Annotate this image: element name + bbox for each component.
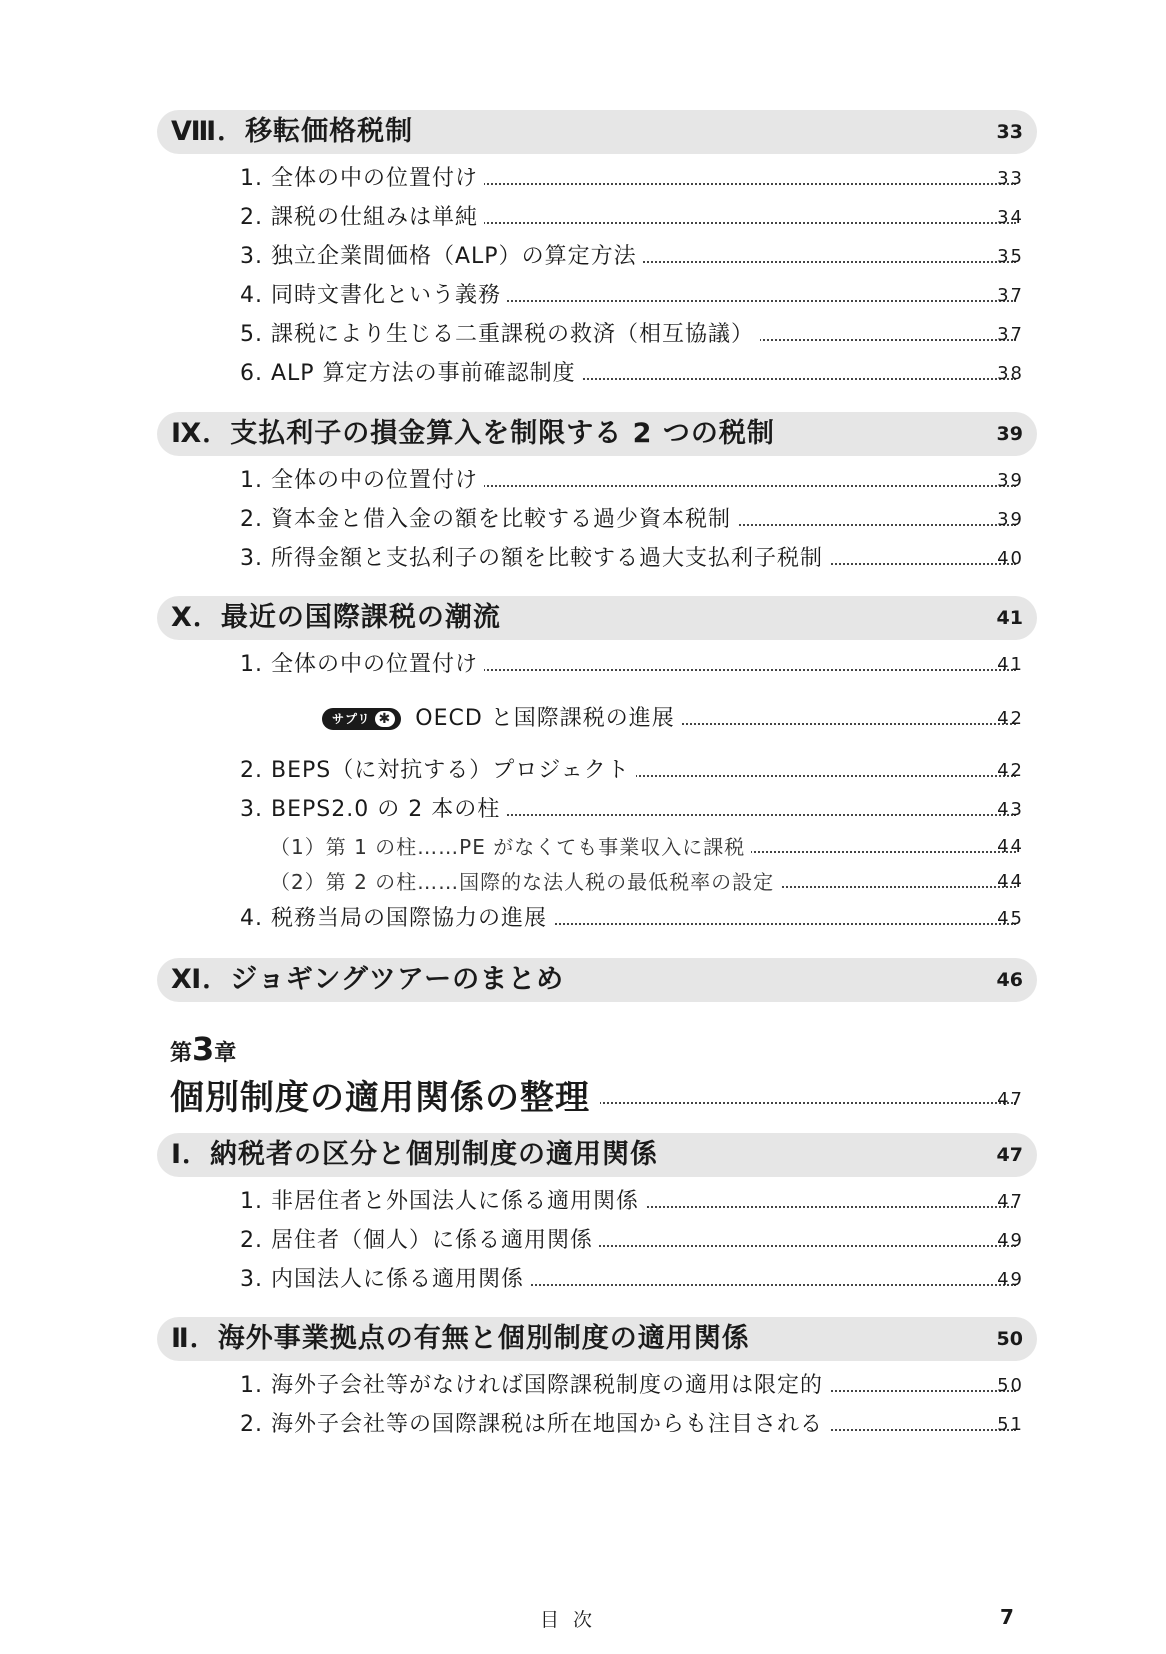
entry-page: 39 bbox=[997, 470, 1024, 491]
toc-entry[interactable] bbox=[0, 501, 1166, 539]
section-heading-10[interactable] bbox=[157, 596, 1037, 640]
section-page: 41 bbox=[996, 607, 1023, 629]
section-page: 33 bbox=[996, 121, 1023, 143]
toc-entry[interactable] bbox=[0, 277, 1166, 315]
toc-entry[interactable] bbox=[0, 1261, 1166, 1299]
entry-number: 2. bbox=[240, 507, 263, 532]
entry-page: 34 bbox=[997, 207, 1024, 228]
section-title: Ⅰ．納税者の区分と個別制度の適用関係 bbox=[171, 1139, 659, 1170]
section-page: 47 bbox=[996, 1144, 1023, 1166]
section-page: 39 bbox=[996, 423, 1023, 445]
toc-entry-supplement[interactable] bbox=[0, 700, 1166, 738]
entry-page: 44 bbox=[997, 836, 1024, 857]
toc-entry[interactable] bbox=[0, 355, 1166, 393]
chapter-section-heading-1[interactable] bbox=[157, 1133, 1037, 1177]
toc-entry[interactable] bbox=[0, 238, 1166, 276]
toc-entry[interactable] bbox=[0, 1367, 1166, 1405]
section-title: Ⅺ．ジョギングツアーのまとめ bbox=[171, 964, 565, 995]
chapter-page: 47 bbox=[997, 1089, 1024, 1110]
toc-entry[interactable] bbox=[0, 1406, 1166, 1444]
entry-label: 海外子会社等の国際課税は所在地国からも注目される bbox=[271, 1412, 824, 1437]
entry-page: 42 bbox=[997, 708, 1024, 729]
entry-label: 非居住者と外国法人に係る適用関係 bbox=[271, 1189, 640, 1214]
toc-entry[interactable] bbox=[0, 160, 1166, 198]
toc-entry[interactable] bbox=[0, 791, 1166, 829]
page-number: 7 bbox=[1000, 1605, 1014, 1629]
entry-number: 3. bbox=[240, 546, 263, 571]
entry-page: 40 bbox=[997, 548, 1024, 569]
entry-number: 1. bbox=[240, 1373, 263, 1398]
entry-label: 内国法人に係る適用関係 bbox=[271, 1267, 525, 1292]
entry-number: 2. bbox=[240, 758, 263, 783]
entry-page: 47 bbox=[997, 1191, 1024, 1212]
entry-page: 37 bbox=[997, 324, 1024, 345]
section-page: 50 bbox=[996, 1328, 1023, 1350]
entry-page: 44 bbox=[997, 871, 1024, 892]
entry-number: 3. bbox=[240, 1267, 263, 1292]
entry-label: 独立企業間価格（ALP）の算定方法 bbox=[271, 244, 637, 269]
entry-page: 33 bbox=[997, 168, 1024, 189]
toc-entry[interactable] bbox=[0, 199, 1166, 237]
entry-page: 37 bbox=[997, 285, 1024, 306]
entry-number: 2. bbox=[240, 1228, 263, 1253]
chapter-title: 個別制度の適用関係の整理 bbox=[170, 1070, 600, 1119]
entry-page: 42 bbox=[997, 760, 1024, 781]
entry-label: ALP 算定方法の事前確認制度 bbox=[271, 361, 576, 386]
asterisk-icon: ✱ bbox=[375, 711, 396, 727]
entry-label: 第 1 の柱……PE がなくても事業収入に課税 bbox=[325, 835, 746, 859]
entry-label: 資本金と借入金の額を比較する過少資本税制 bbox=[271, 507, 732, 532]
entry-label: OECD と国際課税の進展 bbox=[415, 706, 675, 731]
section-heading-9[interactable] bbox=[157, 412, 1037, 456]
entry-label: 課税により生じる二重課税の救済（相互協議） bbox=[271, 322, 755, 347]
toc-subentry[interactable] bbox=[0, 863, 1166, 901]
entry-label: 全体の中の位置付け bbox=[271, 166, 479, 191]
section-title: Ⅸ．支払利子の損金算入を制限する 2 つの税制 bbox=[171, 418, 775, 449]
entry-page: 43 bbox=[997, 799, 1024, 820]
toc-entry[interactable] bbox=[0, 900, 1166, 938]
section-title: Ⅷ．移転価格税制 bbox=[171, 116, 414, 147]
toc-entry[interactable] bbox=[0, 316, 1166, 354]
entry-label: 同時文書化という義務 bbox=[271, 283, 502, 308]
entry-page: 45 bbox=[997, 908, 1024, 929]
entry-label: BEPS（に対抗する）プロジェクト bbox=[271, 758, 630, 783]
entry-page: 39 bbox=[997, 509, 1024, 530]
chapter-section-heading-2[interactable] bbox=[157, 1317, 1037, 1361]
entry-page: 51 bbox=[997, 1414, 1024, 1435]
chapter-number: 第3章 bbox=[170, 1030, 237, 1068]
entry-page: 38 bbox=[997, 363, 1024, 384]
entry-label: 居住者（個人）に係る適用関係 bbox=[271, 1228, 594, 1253]
section-title: Ⅹ．最近の国際課税の潮流 bbox=[171, 602, 501, 633]
entry-label: 全体の中の位置付け bbox=[271, 468, 479, 493]
entry-label: 海外子会社等がなければ国際課税制度の適用は限定的 bbox=[271, 1373, 824, 1398]
entry-label: 税務当局の国際協力の進展 bbox=[271, 906, 548, 931]
entry-number: 1. bbox=[240, 652, 263, 677]
section-heading-8[interactable] bbox=[157, 110, 1037, 154]
supplement-badge: サプリ ✱ bbox=[322, 708, 401, 730]
entry-number: （1） bbox=[270, 835, 326, 859]
entry-page: 41 bbox=[997, 654, 1024, 675]
entry-label: BEPS2.0 の 2 本の柱 bbox=[271, 797, 501, 822]
entry-page: 50 bbox=[997, 1375, 1024, 1396]
toc-entry[interactable] bbox=[0, 752, 1166, 790]
entry-label: 所得金額と支払利子の額を比較する過大支払利子税制 bbox=[271, 546, 824, 571]
toc-entry[interactable] bbox=[0, 462, 1166, 500]
entry-number: 1. bbox=[240, 166, 263, 191]
entry-page: 35 bbox=[997, 246, 1024, 267]
entry-number: 5. bbox=[240, 322, 263, 347]
entry-number: 6. bbox=[240, 361, 263, 386]
section-heading-11[interactable] bbox=[157, 958, 1037, 1002]
entry-number: 3. bbox=[240, 244, 263, 269]
entry-number: 2. bbox=[240, 205, 263, 230]
entry-number: （2） bbox=[270, 870, 326, 894]
toc-entry[interactable] bbox=[0, 540, 1166, 578]
entry-label: 課税の仕組みは単純 bbox=[271, 205, 479, 230]
entry-number: 2. bbox=[240, 1412, 263, 1437]
entry-number: 1. bbox=[240, 468, 263, 493]
entry-number: 1. bbox=[240, 1189, 263, 1214]
entry-number: 4. bbox=[240, 283, 263, 308]
toc-entry[interactable] bbox=[0, 1183, 1166, 1221]
section-title: Ⅱ．海外事業拠点の有無と個別制度の適用関係 bbox=[171, 1323, 750, 1354]
section-page: 46 bbox=[996, 969, 1023, 991]
entry-page: 49 bbox=[997, 1230, 1024, 1251]
running-footer-title: 目次 bbox=[540, 1609, 607, 1631]
entry-number: 4. bbox=[240, 906, 263, 931]
entry-page: 49 bbox=[997, 1269, 1024, 1290]
entry-number: 3. bbox=[240, 797, 263, 822]
toc-subentry[interactable] bbox=[0, 828, 1166, 866]
toc-entry[interactable] bbox=[0, 646, 1166, 684]
toc-entry[interactable] bbox=[0, 1222, 1166, 1260]
entry-label: 全体の中の位置付け bbox=[271, 652, 479, 677]
entry-label: 第 2 の柱……国際的な法人税の最低税率の設定 bbox=[325, 870, 775, 894]
